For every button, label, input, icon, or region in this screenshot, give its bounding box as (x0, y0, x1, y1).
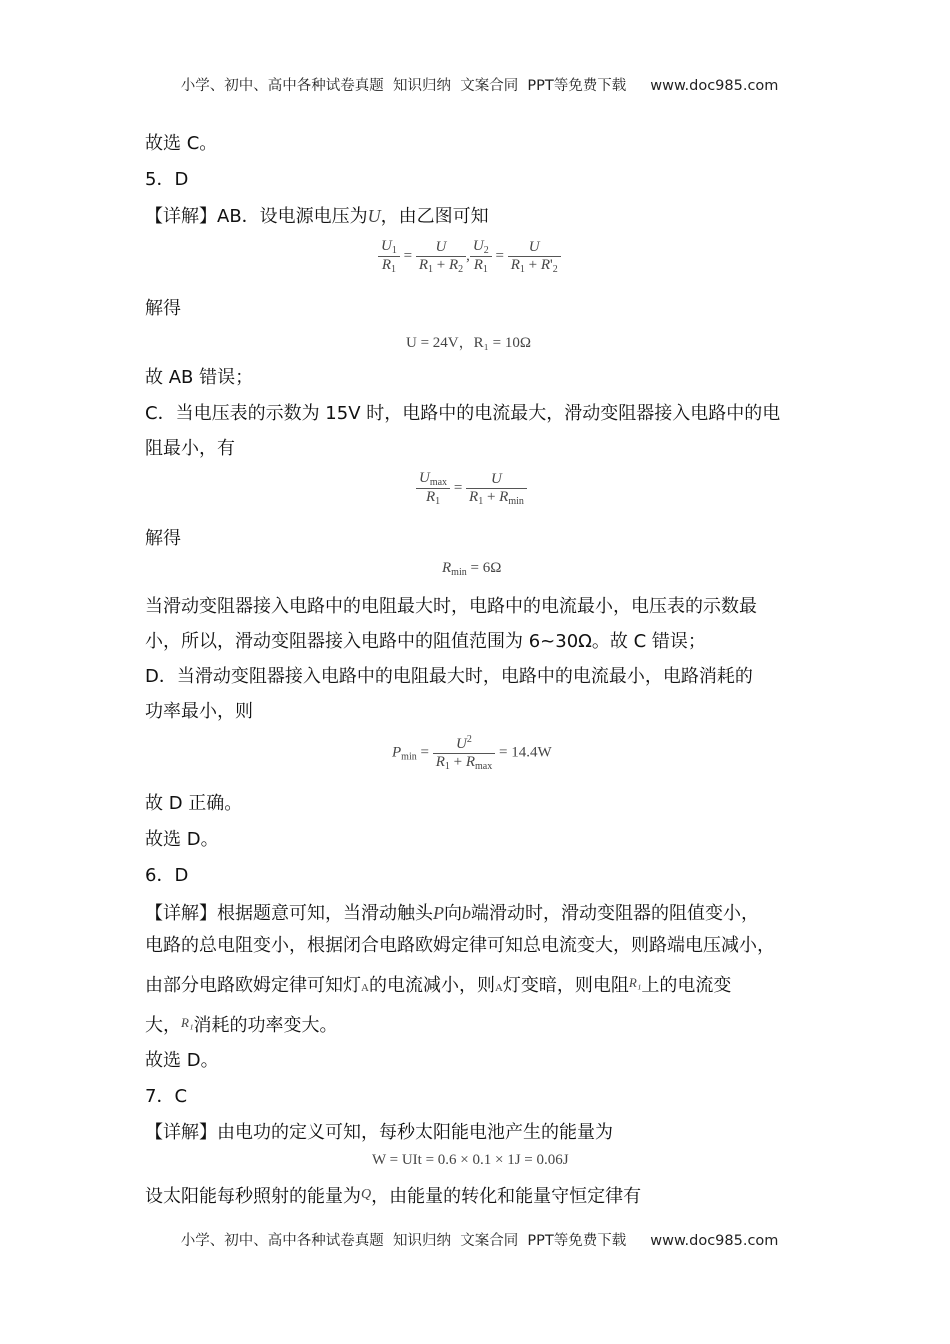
c-line-1: C．当电压表的示数为 15V 时，电路中的电流最大，滑动变阻器接入电路中的电 (145, 403, 781, 424)
ab-wrong: 故 AB 错误； (145, 367, 254, 388)
q6-line-4: 大，$^{R_1}$消耗的功率变大。 (145, 1015, 338, 1036)
q7-last-line: 设太阳能每秒照射的能量为$^Q$，由能量的转化和能量守恒定律有 (145, 1186, 642, 1207)
page-footer (0, 1213, 950, 1250)
header-url[interactable]: www.doc985.com (650, 78, 779, 94)
c-line-4: 小，所以，滑动变阻器接入电路中的阻值范围为 6~30Ω。故 C 错误； (145, 631, 706, 652)
formula-work: W = UIt = 0.6 × 0.1 × 1J = 0.06J (372, 1152, 569, 1168)
footer-title: 小学、初中、高中各种试卷真题 知识归纳 文案合同 PPT等免费下载 (180, 1233, 627, 1249)
choose-d-2: 故选 D。 (145, 1050, 219, 1071)
q6-answer: 6．D (145, 865, 189, 886)
q7-answer: 7．C (145, 1086, 188, 1107)
q6-line-3: 由部分电路欧姆定律可知灯A的电流减小，则A灯变暗，则电阻$^{R_1}$上的电流变 (145, 975, 732, 996)
jiede-1: 解得 (145, 298, 181, 319)
formula-rmin: $R_{min} = 6\Omega$ (442, 560, 502, 578)
d-correct: 故 D 正确。 (145, 793, 243, 814)
c-line-3: 当滑动变阻器接入电路中的电阻最大时，电路中的电流最小，电压表的示数最 (145, 596, 757, 617)
header-title: 小学、初中、高中各种试卷真题 知识归纳 文案合同 PPT等免费下载 (180, 78, 627, 94)
formula-result-1: U = 24V，R₁ = 10Ω (406, 335, 531, 351)
q6-line-2: 电路的总电阻变小，根据闭合电路欧姆定律可知总电流变大，则路端电压减小， (145, 935, 775, 956)
jiede-2: 解得 (145, 528, 181, 549)
choose-c-line: 故选 C。 (145, 133, 218, 154)
formula-umax-ratio: $\frac{U_{max}}{R_1}$ = $\frac{U}{R_1 + R_{min}}$ (416, 470, 527, 507)
d-line-1: D．当滑动变阻器接入电路中的电阻最大时，电路中的电流最小，电路消耗的 (145, 666, 753, 687)
page-header (0, 58, 950, 95)
q5-answer: 5．D (145, 169, 189, 190)
choose-d-1: 故选 D。 (145, 829, 219, 850)
d-line-2: 功率最小，则 (145, 701, 253, 722)
formula-voltage-ratio: $\frac{U_1}{R_1}$ = $\frac{U}{R_1 + R_2}$ , $\frac{U_2}{R_1}$ = $\frac{U}{R_1 + R'_2}$ (378, 238, 561, 275)
q5-detail: 【详解】AB．设电源电压为U，由乙图可知 (145, 206, 489, 227)
c-line-2: 阻最小，有 (145, 438, 235, 459)
q6-line-1: 【详解】根据题意可知，当滑动触头P向b端滑动时，滑动变阻器的阻值变小， (145, 903, 759, 924)
formula-pmin: $P_{min}$ = $\frac{U^2}{R_1 + R_{max}}$ = 14.4W (392, 734, 552, 772)
q7-detail: 【详解】由电功的定义可知，每秒太阳能电池产生的能量为 (145, 1122, 613, 1143)
footer-url[interactable]: www.doc985.com (650, 1233, 779, 1249)
